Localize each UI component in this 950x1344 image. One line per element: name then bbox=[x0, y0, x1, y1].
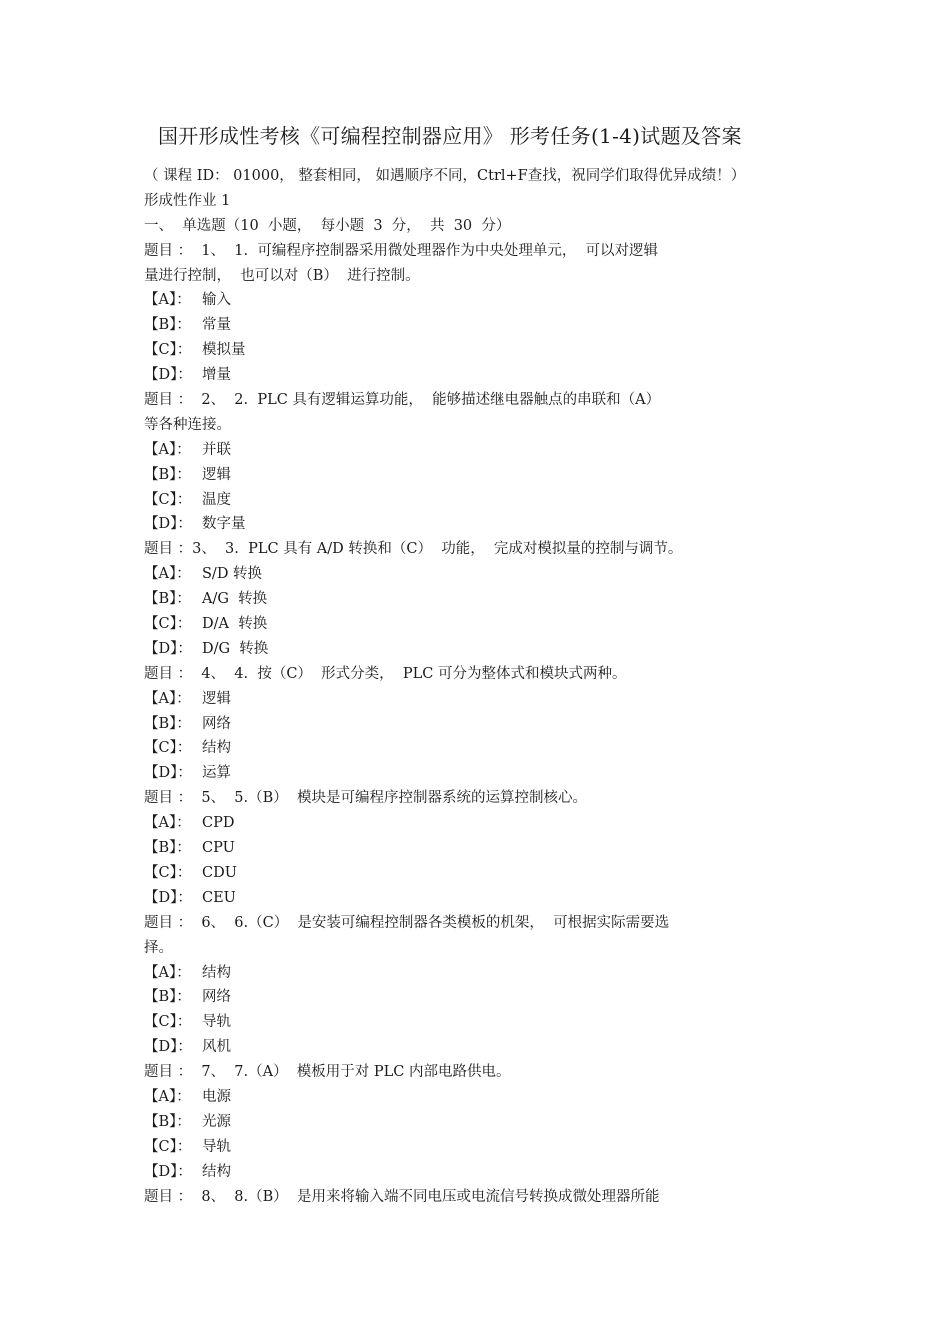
answer-option bbox=[144, 562, 844, 587]
answer-option bbox=[144, 1010, 844, 1035]
option-key: 【D】： bbox=[144, 1039, 192, 1056]
option-text: 光源 bbox=[202, 1113, 231, 1130]
intro-note: （ 课程 ID： 01000， 整套相同， 如遇顺序不同，Ctrl+F查找，祝同学们取得优异成绩！） bbox=[144, 168, 746, 184]
option-text: D/G 转换 bbox=[202, 640, 269, 657]
option-key: 【C】： bbox=[144, 1014, 192, 1031]
option-key: 【A】： bbox=[144, 1088, 191, 1105]
question-item bbox=[144, 911, 844, 1060]
option-text: 导轨 bbox=[202, 1014, 231, 1031]
document-title: 国开形成性考核《可编程控制器应用》 形考任务(1-4)试题及答案 bbox=[158, 124, 742, 148]
option-text: 常量 bbox=[202, 317, 231, 334]
question-stem: 题目 ：3、 3. PLC 具有 A/D 转换和（C） 功能， 完成对模拟量的控制与调节。 bbox=[144, 541, 683, 558]
answer-option bbox=[144, 886, 844, 911]
option-text: CPU bbox=[202, 840, 235, 857]
question-stem: 题目 ： 8、 8.（B） 是用来将输入端不同电压或电流信号转换成微处理器所能 bbox=[144, 1188, 660, 1205]
answer-option bbox=[144, 736, 844, 761]
answer-option bbox=[144, 861, 844, 886]
question-item bbox=[144, 786, 844, 910]
question-stem: 题目 ： 1、 1. 可编程序控制器采用微处理器作为中央处理单元， 可以对逻辑 bbox=[144, 242, 659, 259]
option-key: 【C】： bbox=[144, 491, 192, 508]
option-key: 【B】： bbox=[144, 1113, 191, 1130]
answer-option bbox=[144, 637, 844, 662]
question-stem: 题目 ： 5、 5.（B） 模块是可编程序控制器系统的运算控制核心。 bbox=[144, 790, 587, 807]
option-text: 网络 bbox=[202, 715, 231, 732]
option-key: 【A】： bbox=[144, 690, 191, 707]
option-key: 【D】： bbox=[144, 516, 192, 533]
option-key: 【B】： bbox=[144, 591, 191, 608]
question-stem: 题目 ： 6、 6.（C） 是安装可编程控制器各类模板的机架， 可根据实际需要选 bbox=[144, 914, 670, 931]
option-text: D/A 转换 bbox=[202, 616, 268, 633]
option-key: 【D】： bbox=[144, 1163, 192, 1180]
question-stem: 择。 bbox=[144, 939, 173, 956]
option-text: 导轨 bbox=[202, 1138, 231, 1155]
answer-option bbox=[144, 512, 844, 537]
option-text: CPD bbox=[202, 815, 235, 832]
question-item bbox=[144, 1060, 844, 1184]
answer-option bbox=[144, 587, 844, 612]
answer-option bbox=[144, 712, 844, 737]
answer-option bbox=[144, 1110, 844, 1135]
answer-option bbox=[144, 687, 844, 712]
answer-option bbox=[144, 985, 844, 1010]
answer-option bbox=[144, 463, 844, 488]
option-text: 风机 bbox=[202, 1039, 231, 1056]
option-text: 并联 bbox=[202, 441, 231, 458]
assignment-heading: 形成性作业 1 bbox=[144, 192, 231, 209]
answer-option bbox=[144, 836, 844, 861]
answer-option bbox=[144, 438, 844, 463]
question-item bbox=[144, 239, 844, 388]
question-item bbox=[144, 662, 844, 786]
option-key: 【A】： bbox=[144, 292, 191, 309]
answer-option bbox=[144, 488, 844, 513]
question-stem: 题目 ： 4、 4. 按（C） 形式分类， PLC 可分为整体式和模块式两种。 bbox=[144, 665, 627, 682]
option-text: 增量 bbox=[202, 367, 231, 384]
answer-option bbox=[144, 338, 844, 363]
option-key: 【C】： bbox=[144, 342, 192, 359]
document-body bbox=[144, 164, 844, 1209]
section-heading: 一、 单选题（10 小题， 每小题 3 分， 共 30 分） bbox=[144, 217, 511, 234]
option-key: 【A】： bbox=[144, 441, 191, 458]
option-key: 【C】： bbox=[144, 1138, 192, 1155]
answer-option bbox=[144, 1160, 844, 1185]
answer-option bbox=[144, 1085, 844, 1110]
option-text: 结构 bbox=[202, 964, 231, 981]
answer-option bbox=[144, 1135, 844, 1160]
answer-option bbox=[144, 811, 844, 836]
option-key: 【B】： bbox=[144, 317, 191, 334]
question-stem: 量进行控制， 也可以对（B） 进行控制。 bbox=[144, 267, 420, 284]
option-key: 【C】： bbox=[144, 740, 192, 757]
question-stem: 题目 ： 2、 2. PLC 具有逻辑运算功能， 能够描述继电器触点的串联和（A） bbox=[144, 392, 661, 409]
option-key: 【D】： bbox=[144, 889, 192, 906]
answer-option bbox=[144, 761, 844, 786]
option-key: 【B】： bbox=[144, 466, 191, 483]
answer-option bbox=[144, 1035, 844, 1060]
option-text: S/D 转换 bbox=[202, 566, 263, 583]
option-text: 运算 bbox=[202, 765, 231, 782]
option-text: CEU bbox=[202, 889, 236, 906]
option-text: 电源 bbox=[202, 1088, 231, 1105]
answer-option bbox=[144, 288, 844, 313]
answer-option bbox=[144, 363, 844, 388]
question-item bbox=[144, 537, 844, 661]
option-text: 输入 bbox=[202, 292, 231, 309]
question-stem: 题目 ： 7、 7.（A） 模板用于对 PLC 内部电路供电。 bbox=[144, 1064, 511, 1081]
question-item bbox=[144, 388, 844, 537]
option-key: 【B】： bbox=[144, 840, 191, 857]
option-key: 【D】： bbox=[144, 640, 192, 657]
option-key: 【D】： bbox=[144, 367, 192, 384]
question-item bbox=[144, 1185, 844, 1210]
option-key: 【A】： bbox=[144, 815, 191, 832]
option-key: 【A】： bbox=[144, 566, 191, 583]
option-key: 【B】： bbox=[144, 989, 191, 1006]
option-text: 逻辑 bbox=[202, 466, 231, 483]
answer-option bbox=[144, 313, 844, 338]
option-key: 【C】： bbox=[144, 616, 192, 633]
option-text: 结构 bbox=[202, 1163, 231, 1180]
question-list bbox=[144, 239, 844, 1210]
option-text: CDU bbox=[202, 864, 237, 881]
answer-option bbox=[144, 612, 844, 637]
option-key: 【C】： bbox=[144, 864, 192, 881]
option-text: 网络 bbox=[202, 989, 231, 1006]
answer-option bbox=[144, 961, 844, 986]
option-text: 温度 bbox=[202, 491, 231, 508]
option-text: 数字量 bbox=[202, 516, 246, 533]
option-key: 【A】： bbox=[144, 964, 191, 981]
option-text: A/G 转换 bbox=[202, 591, 268, 608]
option-text: 模拟量 bbox=[202, 342, 246, 359]
option-text: 逻辑 bbox=[202, 690, 231, 707]
question-stem: 等各种连接。 bbox=[144, 416, 231, 433]
option-text: 结构 bbox=[202, 740, 231, 757]
option-key: 【D】： bbox=[144, 765, 192, 782]
option-key: 【B】： bbox=[144, 715, 191, 732]
